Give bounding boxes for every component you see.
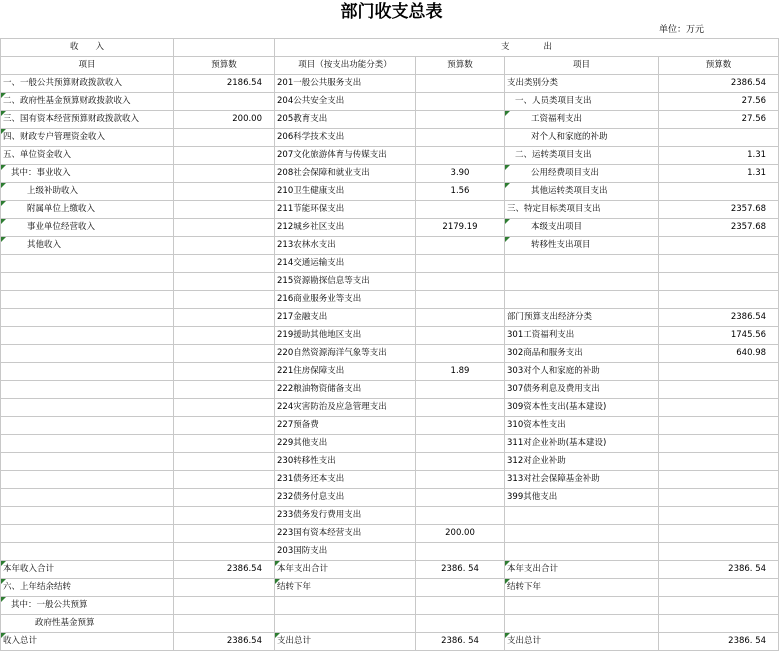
- function-budget-cell: [416, 147, 505, 165]
- income-section-spacer: [174, 39, 275, 57]
- function-budget-cell: [416, 417, 505, 435]
- income-budget-cell: 200.00: [174, 111, 275, 129]
- category-item-cell: [505, 597, 659, 615]
- category-budget-cell: [659, 615, 779, 633]
- function-budget-cell: [416, 129, 505, 147]
- function-budget-cell: [416, 507, 505, 525]
- function-budget-cell: [416, 237, 505, 255]
- expense-section-header: 支 出: [275, 39, 779, 57]
- category-budget-cell: 2386.54: [659, 309, 779, 327]
- income-item-cell: [1, 543, 174, 561]
- income-item-cell: [1, 309, 174, 327]
- income-item-cell: 收入总计: [1, 633, 174, 651]
- table-row: [1, 597, 779, 615]
- income-item-cell: 政府性基金预算: [1, 615, 174, 633]
- table-row: [1, 291, 779, 309]
- function-budget-cell: [416, 327, 505, 345]
- category-item-cell: 313对社会保障基金补助: [505, 471, 659, 489]
- category-budget-cell: 27.56: [659, 93, 779, 111]
- function-item-cell: 212城乡社区支出: [275, 219, 416, 237]
- col-header-budget: 预算数: [174, 57, 275, 75]
- category-item-cell: 支出类别分类: [505, 75, 659, 93]
- table-row: [1, 417, 779, 435]
- function-item-cell: 230转移性支出: [275, 453, 416, 471]
- function-budget-cell: [416, 435, 505, 453]
- function-budget-cell: 2386. 54: [416, 561, 505, 579]
- category-item-cell: 对个人和家庭的补助: [505, 129, 659, 147]
- income-budget-cell: [174, 525, 275, 543]
- col-header-budget-3: 预算数: [659, 57, 779, 75]
- function-item-cell: 222粮油物资储备支出: [275, 381, 416, 399]
- table-row: [1, 327, 779, 345]
- section-header-row: [1, 39, 779, 57]
- function-budget-cell: 1.56: [416, 183, 505, 201]
- income-item-cell: [1, 525, 174, 543]
- function-item-cell: 206科学技术支出: [275, 129, 416, 147]
- function-item-cell: 219援助其他地区支出: [275, 327, 416, 345]
- function-item-cell: [275, 615, 416, 633]
- table-row: [1, 129, 779, 147]
- function-budget-cell: [416, 615, 505, 633]
- income-budget-cell: [174, 345, 275, 363]
- income-item-cell: 其他收入: [1, 237, 174, 255]
- income-item-cell: [1, 381, 174, 399]
- category-budget-cell: 1745.56: [659, 327, 779, 345]
- income-budget-cell: [174, 327, 275, 345]
- income-item-cell: 本年收入合计: [1, 561, 174, 579]
- income-item-cell: [1, 345, 174, 363]
- function-budget-cell: [416, 111, 505, 129]
- col-header-item: 项目: [1, 57, 174, 75]
- budget-summary-table: [0, 38, 779, 651]
- category-item-cell: 本年支出合计: [505, 561, 659, 579]
- function-item-cell: 支出总计: [275, 633, 416, 651]
- function-item-cell: 203国防支出: [275, 543, 416, 561]
- function-item-cell: 227预备费: [275, 417, 416, 435]
- category-item-cell: 二、运转类项目支出: [505, 147, 659, 165]
- category-budget-cell: 2386. 54: [659, 561, 779, 579]
- function-item-cell: 214交通运输支出: [275, 255, 416, 273]
- income-item-cell: [1, 399, 174, 417]
- category-item-cell: 301工资福利支出: [505, 327, 659, 345]
- function-budget-cell: 1.89: [416, 363, 505, 381]
- income-budget-cell: [174, 255, 275, 273]
- table-row: [1, 201, 779, 219]
- income-budget-cell: [174, 417, 275, 435]
- income-budget-cell: [174, 93, 275, 111]
- table-row: [1, 633, 779, 651]
- income-budget-cell: [174, 579, 275, 597]
- income-item-cell: 四、财政专户管理资金收入: [1, 129, 174, 147]
- category-budget-cell: [659, 237, 779, 255]
- table-row: [1, 489, 779, 507]
- income-item-cell: [1, 489, 174, 507]
- category-budget-cell: [659, 489, 779, 507]
- function-budget-cell: [416, 273, 505, 291]
- category-budget-cell: [659, 273, 779, 291]
- table-row: [1, 183, 779, 201]
- table-row: [1, 399, 779, 417]
- category-budget-cell: 2357.68: [659, 201, 779, 219]
- function-budget-cell: [416, 579, 505, 597]
- income-item-cell: 上级补助收入: [1, 183, 174, 201]
- category-budget-cell: [659, 579, 779, 597]
- function-budget-cell: [416, 255, 505, 273]
- income-item-cell: 五、单位资金收入: [1, 147, 174, 165]
- income-budget-cell: [174, 291, 275, 309]
- category-item-cell: 工资福利支出: [505, 111, 659, 129]
- category-item-cell: [505, 525, 659, 543]
- income-budget-cell: 2386.54: [174, 633, 275, 651]
- income-item-cell: 二、政府性基金预算财政拨款收入: [1, 93, 174, 111]
- category-budget-cell: 640.98: [659, 345, 779, 363]
- table-row: [1, 147, 779, 165]
- income-budget-cell: [174, 471, 275, 489]
- category-budget-cell: 2357.68: [659, 219, 779, 237]
- income-item-cell: [1, 273, 174, 291]
- income-budget-cell: [174, 237, 275, 255]
- function-item-cell: 223国有资本经营支出: [275, 525, 416, 543]
- function-item-cell: 结转下年: [275, 579, 416, 597]
- function-item-cell: 232债务付息支出: [275, 489, 416, 507]
- function-item-cell: 207文化旅游体育与传媒支出: [275, 147, 416, 165]
- category-item-cell: [505, 273, 659, 291]
- function-budget-cell: [416, 309, 505, 327]
- function-item-cell: 217金融支出: [275, 309, 416, 327]
- income-budget-cell: [174, 435, 275, 453]
- table-row: [1, 471, 779, 489]
- col-header-item-2: 项目: [505, 57, 659, 75]
- category-item-cell: [505, 543, 659, 561]
- col-header-function: 项目（按支出功能分类）: [275, 57, 416, 75]
- income-budget-cell: [174, 597, 275, 615]
- income-item-cell: [1, 417, 174, 435]
- category-item-cell: 转移性支出项目: [505, 237, 659, 255]
- function-budget-cell: [416, 291, 505, 309]
- income-budget-cell: [174, 129, 275, 147]
- function-item-cell: 229其他支出: [275, 435, 416, 453]
- function-budget-cell: [416, 381, 505, 399]
- function-budget-cell: [416, 201, 505, 219]
- income-item-cell: [1, 291, 174, 309]
- function-budget-cell: [416, 345, 505, 363]
- table-row: [1, 525, 779, 543]
- table-row: [1, 345, 779, 363]
- income-item-cell: 其中：一般公共预算: [1, 597, 174, 615]
- category-budget-cell: [659, 255, 779, 273]
- function-item-cell: 201一般公共服务支出: [275, 75, 416, 93]
- category-budget-cell: 27.56: [659, 111, 779, 129]
- function-item-cell: [275, 597, 416, 615]
- category-budget-cell: [659, 543, 779, 561]
- income-budget-cell: [174, 273, 275, 291]
- function-budget-cell: [416, 597, 505, 615]
- function-budget-cell: [416, 75, 505, 93]
- category-item-cell: 307债务利息及费用支出: [505, 381, 659, 399]
- category-item-cell: 310资本性支出: [505, 417, 659, 435]
- income-budget-cell: [174, 309, 275, 327]
- function-budget-cell: [416, 453, 505, 471]
- income-budget-cell: 2186.54: [174, 75, 275, 93]
- category-item-cell: [505, 291, 659, 309]
- table-row: [1, 255, 779, 273]
- function-budget-cell: [416, 471, 505, 489]
- table-row: [1, 165, 779, 183]
- income-item-cell: 一、一般公共预算财政拨款收入: [1, 75, 174, 93]
- table-row: [1, 435, 779, 453]
- function-item-cell: 211节能环保支出: [275, 201, 416, 219]
- category-item-cell: [505, 255, 659, 273]
- table-row: [1, 381, 779, 399]
- function-budget-cell: 2179.19: [416, 219, 505, 237]
- income-item-cell: 事业单位经营收入: [1, 219, 174, 237]
- category-budget-cell: [659, 417, 779, 435]
- page-title: 部门收支总表: [340, 2, 443, 22]
- table-row: [1, 363, 779, 381]
- category-budget-cell: 2386. 54: [659, 633, 779, 651]
- category-budget-cell: [659, 129, 779, 147]
- income-budget-cell: [174, 147, 275, 165]
- category-budget-cell: 1.31: [659, 147, 779, 165]
- category-budget-cell: [659, 453, 779, 471]
- category-item-cell: [505, 507, 659, 525]
- function-item-cell: 本年支出合计: [275, 561, 416, 579]
- function-budget-cell: [416, 543, 505, 561]
- function-item-cell: 208社会保障和就业支出: [275, 165, 416, 183]
- column-header-row: [1, 57, 779, 75]
- income-item-cell: [1, 507, 174, 525]
- table-row: [1, 561, 779, 579]
- income-item-cell: [1, 255, 174, 273]
- function-item-cell: 204公共安全支出: [275, 93, 416, 111]
- function-item-cell: 220自然资源海洋气象等支出: [275, 345, 416, 363]
- category-item-cell: 311对企业补助(基本建设): [505, 435, 659, 453]
- category-budget-cell: [659, 435, 779, 453]
- income-item-cell: [1, 435, 174, 453]
- income-budget-cell: [174, 219, 275, 237]
- table-row: [1, 111, 779, 129]
- category-budget-cell: [659, 471, 779, 489]
- category-budget-cell: 1.31: [659, 165, 779, 183]
- income-item-cell: [1, 363, 174, 381]
- income-budget-cell: [174, 165, 275, 183]
- function-budget-cell: [416, 399, 505, 417]
- income-budget-cell: 2386.54: [174, 561, 275, 579]
- function-item-cell: 224灾害防治及应急管理支出: [275, 399, 416, 417]
- function-budget-cell: 2386. 54: [416, 633, 505, 651]
- category-item-cell: 部门预算支出经济分类: [505, 309, 659, 327]
- category-item-cell: 结转下年: [505, 579, 659, 597]
- category-item-cell: 303对个人和家庭的补助: [505, 363, 659, 381]
- function-budget-cell: 3.90: [416, 165, 505, 183]
- function-item-cell: 231债务还本支出: [275, 471, 416, 489]
- category-item-cell: 399其他支出: [505, 489, 659, 507]
- category-item-cell: 312对企业补助: [505, 453, 659, 471]
- category-budget-cell: [659, 183, 779, 201]
- income-item-cell: 三、国有资本经营预算财政拨款收入: [1, 111, 174, 129]
- category-item-cell: 309资本性支出(基本建设): [505, 399, 659, 417]
- function-item-cell: 215资源勘探信息等支出: [275, 273, 416, 291]
- income-budget-cell: [174, 489, 275, 507]
- category-item-cell: 302商品和服务支出: [505, 345, 659, 363]
- table-row: [1, 615, 779, 633]
- category-item-cell: 本级支出项目: [505, 219, 659, 237]
- income-item-cell: 六、上年结余结转: [1, 579, 174, 597]
- function-item-cell: 216商业服务业等支出: [275, 291, 416, 309]
- table-row: [1, 273, 779, 291]
- table-row: [1, 309, 779, 327]
- function-item-cell: 210卫生健康支出: [275, 183, 416, 201]
- table-row: [1, 543, 779, 561]
- function-item-cell: 233债务发行费用支出: [275, 507, 416, 525]
- category-budget-cell: [659, 597, 779, 615]
- category-budget-cell: [659, 291, 779, 309]
- function-item-cell: 221住房保障支出: [275, 363, 416, 381]
- table-row: [1, 237, 779, 255]
- function-item-cell: 213农林水支出: [275, 237, 416, 255]
- category-budget-cell: [659, 507, 779, 525]
- income-budget-cell: [174, 453, 275, 471]
- income-item-cell: 附属单位上缴收入: [1, 201, 174, 219]
- category-budget-cell: [659, 363, 779, 381]
- category-budget-cell: [659, 525, 779, 543]
- category-budget-cell: 2386.54: [659, 75, 779, 93]
- category-budget-cell: [659, 399, 779, 417]
- col-header-budget-2: 预算数: [416, 57, 505, 75]
- category-item-cell: 公用经费项目支出: [505, 165, 659, 183]
- category-item-cell: 支出总计: [505, 633, 659, 651]
- function-budget-cell: 200.00: [416, 525, 505, 543]
- category-budget-cell: [659, 381, 779, 399]
- table-row: [1, 507, 779, 525]
- category-item-cell: 其他运转类项目支出: [505, 183, 659, 201]
- income-item-cell: 其中：事业收入: [1, 165, 174, 183]
- income-item-cell: [1, 327, 174, 345]
- income-section-header: 收 入: [1, 39, 174, 57]
- income-budget-cell: [174, 201, 275, 219]
- table-row: [1, 219, 779, 237]
- income-item-cell: [1, 453, 174, 471]
- income-budget-cell: [174, 507, 275, 525]
- income-item-cell: [1, 471, 174, 489]
- category-item-cell: [505, 615, 659, 633]
- income-budget-cell: [174, 543, 275, 561]
- function-item-cell: 205教育支出: [275, 111, 416, 129]
- table-row: [1, 579, 779, 597]
- income-budget-cell: [174, 381, 275, 399]
- income-budget-cell: [174, 183, 275, 201]
- category-item-cell: 三、特定目标类项目支出: [505, 201, 659, 219]
- unit-label: 单位：万元: [659, 25, 705, 35]
- income-budget-cell: [174, 615, 275, 633]
- table-row: [1, 93, 779, 111]
- function-budget-cell: [416, 489, 505, 507]
- income-budget-cell: [174, 363, 275, 381]
- function-budget-cell: [416, 93, 505, 111]
- category-item-cell: 一、人员类项目支出: [505, 93, 659, 111]
- income-budget-cell: [174, 399, 275, 417]
- table-row: [1, 75, 779, 93]
- table-row: [1, 453, 779, 471]
